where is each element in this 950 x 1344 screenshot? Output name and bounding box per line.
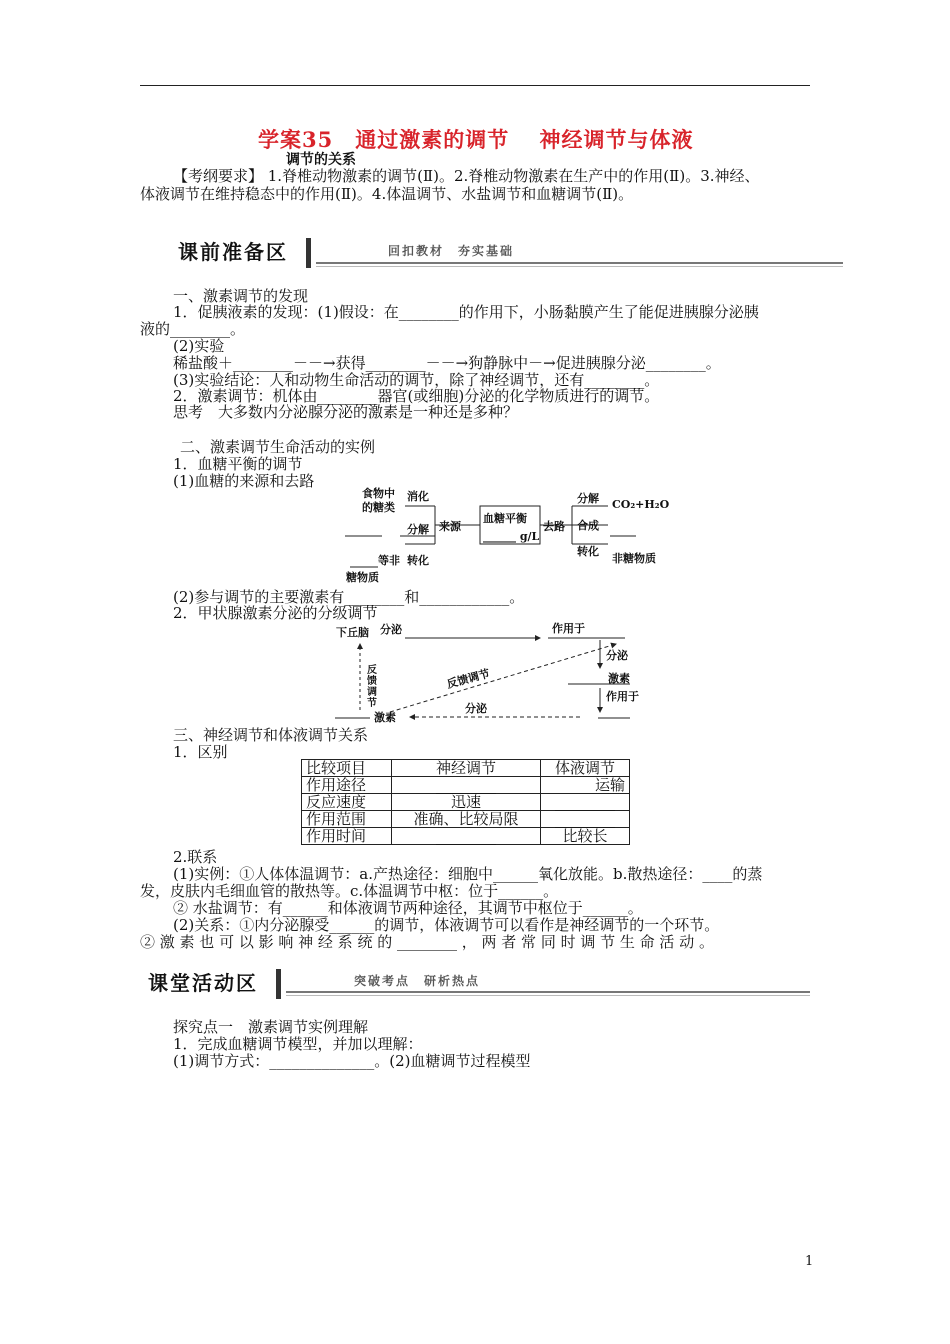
acts-on-label-1: 作用于 [552, 622, 585, 635]
section4-heading: 探究点一 激素调节实例理解 [173, 1018, 369, 1036]
section3-line-1: 1．区别 [173, 743, 228, 761]
banner-rule [286, 991, 810, 993]
non-sugar-in-label-1: 等非 [378, 554, 400, 567]
table-cell: 比较长 [541, 828, 630, 845]
banner-rule [316, 262, 843, 264]
non-sugar-out-label: 非糖物质 [612, 552, 656, 565]
secrete-label-2: 分泌 [606, 649, 628, 662]
section1-line-3: (2)实验 [173, 337, 225, 355]
banner-bar [306, 238, 311, 268]
section1-heading: 一、激素调节的发现 [173, 287, 309, 305]
table-cell: ________ [392, 777, 541, 794]
feedback-vertical-label: 反馈调节 [364, 664, 376, 708]
section2-line-2: (1)血糖的来源和去路 [173, 472, 315, 490]
table-header: 神经调节 [392, 760, 541, 777]
table-cell: ________ [541, 811, 630, 828]
feedback-diagonal-label: 反馈调节 [445, 666, 492, 691]
table-cell: ________ [541, 794, 630, 811]
section3-heading: 三、神经调节和体液调节关系 [173, 726, 369, 744]
table-cell: 反应速度 [302, 794, 392, 811]
digest-label: 消化 [407, 490, 429, 503]
section2-line-1: 1．血糖平衡的调节 [173, 455, 303, 473]
acts-on-label-2: 作用于 [606, 690, 639, 703]
food-label: 食物中 [362, 487, 395, 500]
banner-slogan: 回扣教材 夯实基础 [388, 244, 515, 258]
section1-line-2: 液的________。 [140, 320, 246, 338]
table-header: 比较项目 [302, 760, 392, 777]
table-cell: 作用时间 [302, 828, 392, 845]
banner-slogan: 突破考点 研析热点 [354, 974, 481, 988]
outline-line-2: 体液调节在维持稳态中的作用(Ⅱ)。4.体温调节、水盐调节和血糖调节(Ⅱ)。 [140, 185, 634, 203]
hypothalamus-label: 下丘脑 [336, 626, 369, 639]
table-cell: ________ [392, 828, 541, 845]
banner-label: 课前准备区 [178, 240, 288, 264]
hormone-bottom-label: 激素 [374, 711, 396, 724]
thyroid-regulation-diagram [330, 622, 640, 724]
convert-out-label: 转化 [577, 545, 599, 558]
secrete-label-1: 分泌 [380, 623, 402, 636]
section-banner-prep [178, 236, 843, 270]
section3-line-3: (1)实例：①人体体温调节：a.产热途径：细胞中______氧化放能。b.散热途径：____的蒸 [173, 865, 763, 883]
secrete-label-3: 分泌 [465, 702, 487, 715]
decompose-in-label: 分解 [407, 523, 429, 536]
banner-rule-2 [316, 266, 843, 267]
sugar-label: 的糖类 [362, 501, 395, 514]
synthesize-label: 合成 [577, 519, 599, 532]
section4-line-1: 1．完成血糖调节模型，并加以理解： [173, 1035, 423, 1053]
blood-sugar-diagram [340, 480, 690, 590]
section2-heading: 二、激素调节生命活动的实例 [180, 438, 376, 456]
convert-in-label: 转化 [407, 554, 429, 567]
outline-line-1: 【考纲要求】 1.脊椎动物激素的调节(Ⅱ)。2.脊椎动物激素在生产中的作用(Ⅱ)。3.神经、 [173, 167, 760, 185]
source-label: 来源 [439, 520, 461, 533]
section1-line-1: 1．促胰液素的发现：(1)假设：在________的作用下，小肠黏膜产生了能促进胰腺分泌胰 [173, 303, 759, 321]
table-header-row [302, 760, 630, 777]
section4-line-2: (1)调节方式：______________。(2)血糖调节过程模型 [173, 1052, 531, 1070]
section3-line-5: ② 水盐调节：有______和体液调节两种途径，其调节中枢位于______。 [173, 899, 643, 917]
section3-line-2: 2.联系 [173, 848, 218, 866]
section1-line-4: 稀盐酸＋________－－→获得________－－→狗静脉中－→促进胰腺分泌________。 [173, 354, 721, 372]
balance-value: ______ g/L [483, 530, 540, 543]
table-cell: 运输 [541, 777, 630, 794]
section2-line-4: 2．甲状腺激素分泌的分级调节 [173, 604, 378, 622]
section-banner-class [148, 967, 810, 1001]
section2-line-3: (2)参与调节的主要激素有________和____________。 [173, 588, 525, 606]
table-cell: 作用范围 [302, 811, 392, 828]
table-cell: 迅速 [392, 794, 541, 811]
page-subtitle: 调节的关系 [286, 152, 356, 168]
section3-line-7: ② 激 素 也 可 以 影 响 神 经 系 统 的 ________ ， 两 者 常 同 时 调 节 生 命 活 动 。 [140, 933, 714, 951]
banner-rule-2 [286, 995, 810, 996]
banner-label: 课堂活动区 [148, 971, 258, 995]
page-title: 学案35 通过激素的调节 神经调节与体液 [258, 127, 694, 152]
table-header: 体液调节 [541, 760, 630, 777]
table-cell: 准确、比较局限 [392, 811, 541, 828]
table-row [302, 777, 630, 794]
section1-line-7: 思考 大多数内分泌腺分泌的激素是一种还是多种？ [173, 403, 519, 421]
page-number: 1 [805, 1254, 814, 1269]
table-row [302, 794, 630, 811]
section1-line-5: (3)实验结论：人和动物生命活动的调节，除了神经调节，还有________。 [173, 371, 660, 389]
table-row [302, 828, 630, 845]
table-row [302, 811, 630, 828]
balance-label: 血糖平衡 [483, 512, 527, 525]
table-cell: 作用途径 [302, 777, 392, 794]
destination-label: 去路 [543, 520, 565, 533]
co2-label: CO₂+H₂O [612, 498, 670, 511]
header-rule [140, 85, 810, 86]
banner-bar [276, 969, 281, 999]
section3-line-4: 发，皮肤内毛细血管的散热等。c.体温调节中枢：位于______。 [140, 882, 559, 900]
non-sugar-in-label-2: 糖物质 [346, 571, 379, 584]
section3-line-6: (2)关系：①内分泌腺受______的调节，体液调节可以看作是神经调节的一个环节。 [173, 916, 720, 934]
section1-line-6: 2．激素调节：机体由________器官(或细胞)分泌的化学物质进行的调节。 [173, 387, 660, 405]
hormone-right-label: 激素 [608, 672, 630, 685]
decompose-out-label: 分解 [577, 492, 599, 505]
comparison-table [301, 759, 630, 845]
